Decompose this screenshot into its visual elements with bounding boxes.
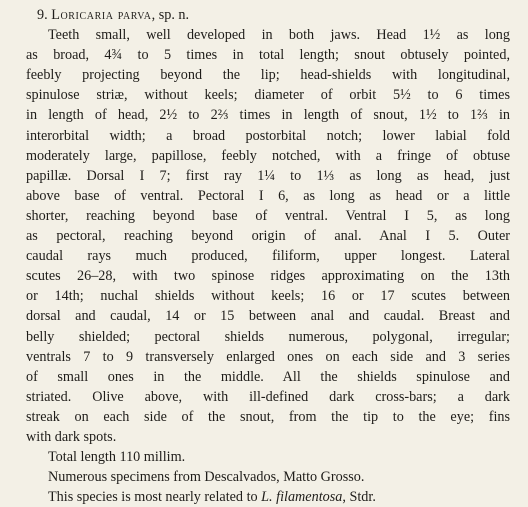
description-line-9: above base of ventral. Pectoral I 6, as long as head or a little [26,187,510,204]
description-line-6: interorbital width; a broad postorbital notch; lower labial fold [26,127,510,144]
relation-suffix: , Stdr. [342,489,376,506]
species-number: 9. [37,7,48,23]
total-length: Total length 110 millim. [48,449,186,466]
description-line-19: striated. Olive above, with ill-defined dark cross-bars; a dark [26,388,510,405]
specimens-note: Numerous specimens from Descalvados, Matto Grosso. [48,469,365,486]
description-line-17: ventrals 7 to 9 transversely enlarged ones on each side and 3 series [26,348,510,365]
description-line-18: of small ones in the middle. All the shields spinulose and [26,368,510,385]
relation-prefix: This species is most nearly related to [48,489,262,506]
species-name: Loricaria parva [51,7,152,23]
description-line-3: feebly projecting beyond the lip; head-shields with longitudinal, [26,67,510,84]
description-line-5: in length of head, 2½ to 2⅔ times in length of snout, 1½ to 1⅔ in [26,107,510,124]
description-line-7: moderately large, papillose, feebly notched, with a fringe of obtuse [26,147,510,164]
relation-note [26,487,510,507]
description-line-20: streak on each side of the snout, from the tip to the eye; fins [26,408,510,425]
description-line-12: caudal rays much produced, filiform, upper longest. Lateral [26,248,510,265]
description-line-13: scutes 26–28, with two spinose ridges approximating on the 13th [26,268,510,285]
description-line-8: papillæ. Dorsal I 7; first ray 1¼ to 1⅓ as long as head, just [26,167,510,184]
related-species: L. filamentosa [261,489,343,506]
species-heading [26,5,510,25]
description-line-21: with dark spots. [26,428,117,445]
description-line-14: or 14th; nuchal shields without keels; 16 or 17 scutes between [26,288,510,305]
species-suffix: , sp. n. [151,7,190,23]
description-line-15: dorsal and caudal, 14 or 15 between anal and caudal. Breast and [26,308,510,325]
description-line-11: as pectoral, reaching beyond origin of anal. Anal I 5. Outer [26,228,510,245]
description-line-2: as broad, 4¾ to 5 times in total length; snout obtusely pointed, [26,47,510,64]
description-line-10: shorter, reaching beyond base of ventral. Ventral I 5, as long [26,207,510,224]
description-line-1: Teeth small, well developed in both jaws. Head 1½ as long [48,27,510,44]
description-line-16: belly shielded; pectoral shields numerous, polygonal, irregular; [26,328,510,345]
description-line-4: spinulose striæ, without keels; diameter of orbit 5½ to 6 times [26,87,510,104]
